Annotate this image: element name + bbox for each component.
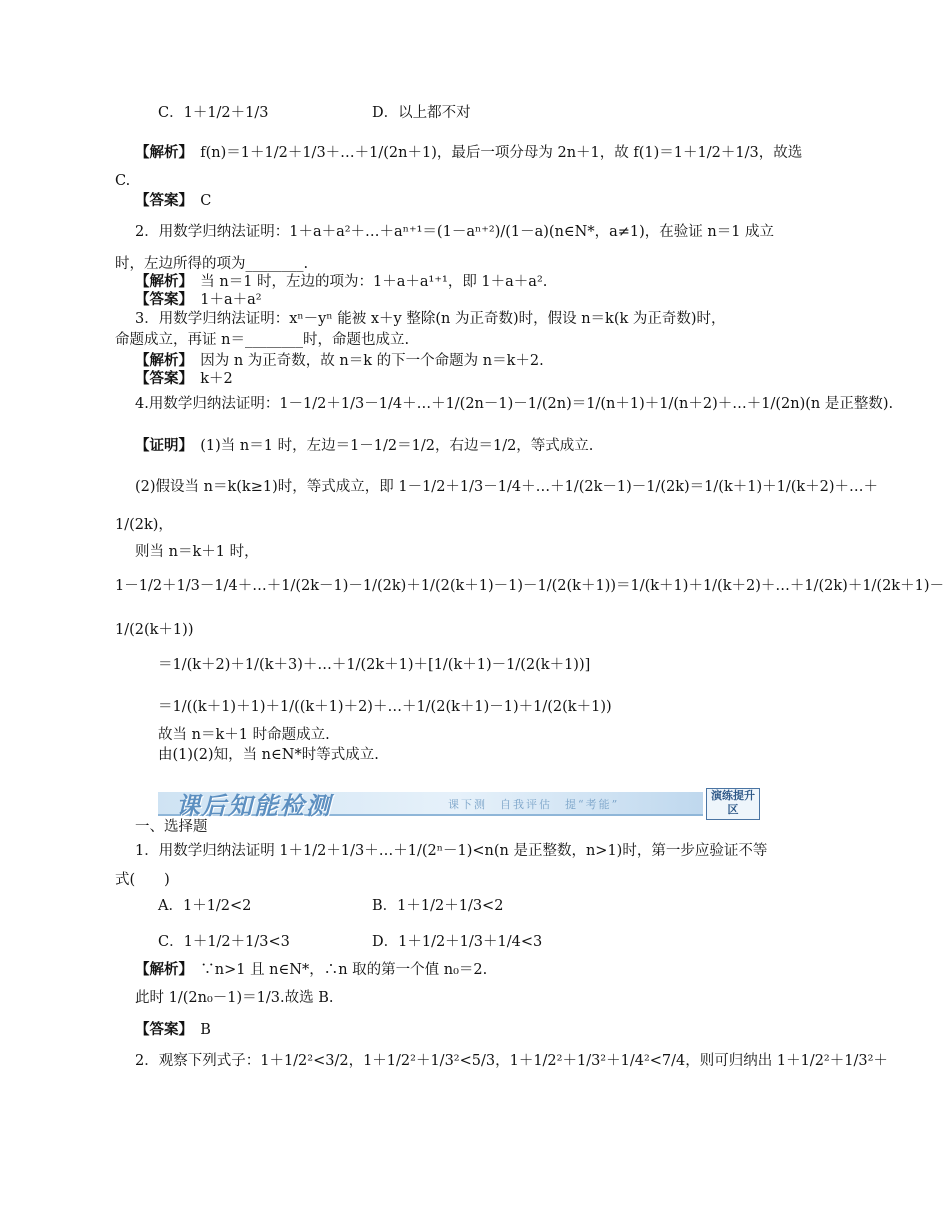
text-line-l25: 一、选择题: [135, 819, 208, 835]
text-line-l24: 由(1)(2)知，当 n∈N*时等式成立.: [158, 747, 379, 763]
text-line-l22: ＝1/((k＋1)＋1)＋1/((k＋1)＋2)＋…＋1/(2(k＋1)－1)＋1/(2(k＋1)): [158, 699, 612, 715]
text-line-l26: 1．用数学归纳法证明 1＋1/2＋1/3＋…＋1/(2ⁿ－1)<n(n 是正整数，n>1)时，第一步应验证不等: [135, 843, 768, 859]
text-line-l06: 2．用数学归纳法证明：1＋a＋a²＋…＋aⁿ⁺¹＝(1－aⁿ⁺²)/(1－a)(n∈N*，a≠1)，在验证 n＝1 成立: [135, 224, 775, 240]
text-line-l27: 式( ): [115, 872, 170, 888]
text-line-l10: 3．用数学归纳法证明：xⁿ－yⁿ 能被 x＋y 整除(n 为正奇数)时，假设 n＝k(k 为正奇数)时，: [135, 311, 726, 327]
text-line-l34: 【答案】 B: [135, 1021, 211, 1038]
text-line-l15: 【证明】 (1)当 n＝1 时，左边＝1－1/2＝1/2，右边＝1/2，等式成立.: [135, 437, 594, 454]
text-line-l29: B．1＋1/2＋1/3<2: [372, 898, 504, 914]
text-line-l08: 【解析】 当 n＝1 时，左边的项为：1＋a＋a¹⁺¹，即 1＋a＋a².: [135, 273, 548, 290]
text-line-l09: 【答案】 1＋a＋a²: [135, 291, 262, 308]
text-line-l13: 【答案】 k＋2: [135, 370, 233, 387]
text-line-l03: 【解析】 f(n)＝1＋1/2＋1/3＋…＋1/(2n＋1)，最后一项分母为 2n＋1，故 f(1)＝1＋1/2＋1/3，故选: [135, 144, 803, 161]
text-line-l17: 1/(2k)，: [115, 517, 173, 533]
banner-subtitle: 课下测 自我评估 提“考能”: [448, 798, 620, 811]
text-line-l33: 此时 1/(2n₀－1)＝1/3.故选 B.: [135, 990, 334, 1006]
text-line-l07: 时，左边所得的项为________.: [115, 256, 309, 272]
text-line-l12: 【解析】 因为 n 为正奇数，故 n＝k 的下一个命题为 n＝k＋2.: [135, 352, 544, 369]
text-line-l14: 4.用数学归纳法证明：1－1/2＋1/3－1/4＋…＋1/(2n－1)－1/(2n)＝1/(n＋1)＋1/(n＋2)＋…＋1/(2n)(n 是正整数).: [135, 396, 894, 412]
section-banner: [158, 788, 758, 818]
text-line-l32: 【解析】 ∵n>1 且 n∈N*，∴n 取的第一个值 n₀＝2.: [135, 961, 488, 978]
text-line-l19: 1－1/2＋1/3－1/4＋…＋1/(2k－1)－1/(2k)＋1/(2(k＋1)－1)－1/(2(k＋1))＝1/(k＋1)＋1/(k＋2)＋…＋1/(2k)＋1/(2k＋1)－: [115, 578, 944, 594]
banner-box[interactable]: 演练提升区: [706, 788, 760, 820]
text-line-l11: 命题成立，再证 n＝________时，命题也成立.: [115, 332, 410, 348]
text-line-l35: 2．观察下列式子：1＋1/2²<3/2，1＋1/2²＋1/3²<5/3，1＋1/2²＋1/3²＋1/4²<7/4，则可归纳出 1＋1/2²＋1/3²＋: [135, 1053, 888, 1069]
text-line-l18: 则当 n＝k＋1 时，: [135, 544, 259, 560]
text-line-l02: D．以上都不对: [372, 105, 471, 121]
text-line-l20: 1/(2(k＋1)): [115, 622, 194, 638]
text-line-l21: ＝1/(k＋2)＋1/(k＋3)＋…＋1/(2k＋1)＋[1/(k＋1)－1/(2(k＋1))]: [158, 657, 591, 673]
text-line-l05: 【答案】 C: [135, 192, 212, 209]
text-line-l04: C.: [115, 173, 131, 189]
text-line-l01: C．1＋1/2＋1/3: [158, 105, 269, 121]
banner-title: 课后知能检测: [176, 791, 332, 820]
text-line-l30: C．1＋1/2＋1/3<3: [158, 934, 290, 950]
text-line-l28: A．1＋1/2<2: [158, 898, 252, 914]
text-line-l16: (2)假设当 n＝k(k≥1)时，等式成立，即 1－1/2＋1/3－1/4＋…＋1/(2k－1)－1/(2k)＝1/(k＋1)＋1/(k＋2)＋…＋: [135, 479, 879, 495]
text-line-l31: D．1＋1/2＋1/3＋1/4<3: [372, 934, 543, 950]
text-line-l23: 故当 n＝k＋1 时命题成立.: [158, 727, 330, 743]
